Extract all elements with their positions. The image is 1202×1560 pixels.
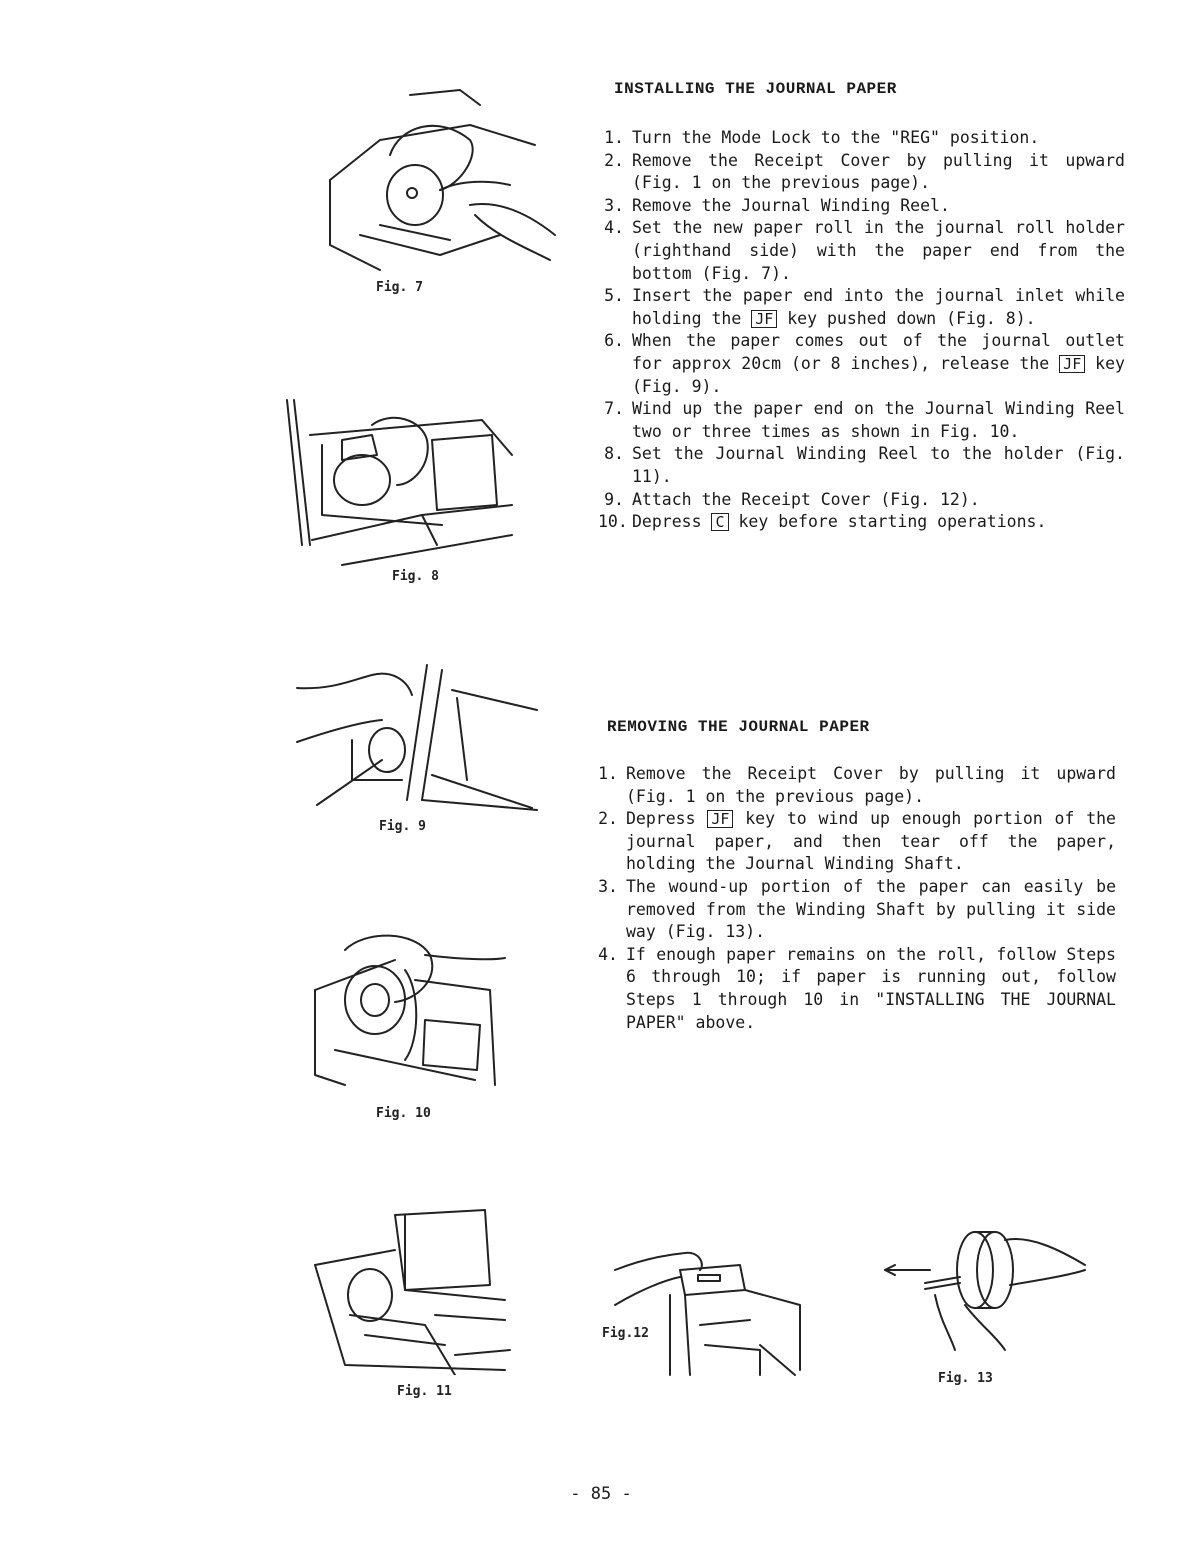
- fig11-caption: Fig. 11: [397, 1384, 452, 1399]
- install-step-10: 10. Depress C key before starting operations.: [598, 512, 1047, 532]
- removing-steps: [592, 763, 1116, 1034]
- removing-heading: REMOVING THE JOURNAL PAPER: [607, 718, 870, 736]
- fig9-illustration: [292, 660, 542, 820]
- remove-step-4: 4. If enough paper remains on the roll, follow Steps 6 through 10; if paper is running out, follow Steps 1 through 10 in "INSTALLING THE JOURNAL PAPER" above.: [598, 944, 1116, 1032]
- fig7-caption: Fig. 7: [376, 280, 423, 295]
- remove-step-2: 2. Depress JF key to wind up enough portion of the journal paper, and then tear off the paper, holding the Journal Winding Shaft.: [598, 809, 1116, 874]
- install-step-6: 6. When the paper comes out of the journal outlet for approx 20cm (or 8 inches), release the JF key (Fig. 9).: [604, 331, 1125, 396]
- install-step-1: 1. Turn the Mode Lock to the "REG" position.: [604, 128, 1040, 147]
- fig7-illustration: [320, 85, 560, 275]
- install-step-2: 2. Remove the Receipt Cover by pulling it upward (Fig. 1 on the previous page).: [604, 150, 1125, 193]
- fig13-illustration: [880, 1225, 1090, 1355]
- jf-key-icon: JF: [1059, 355, 1085, 373]
- jf-key-icon: JF: [707, 810, 733, 828]
- fig13-caption: Fig. 13: [938, 1371, 993, 1386]
- install-step-4: 4. Set the new paper roll in the journal roll holder (righthand side) with the paper end from the bottom (Fig. 7).: [604, 218, 1125, 283]
- fig11-illustration: [305, 1205, 515, 1375]
- install-step-5: 5. Insert the paper end into the journal inlet while holding the JF key pushed down (Fig. 8).: [604, 286, 1125, 328]
- installing-steps: [598, 127, 1125, 534]
- fig10-illustration: [305, 930, 515, 1090]
- fig8-illustration: [282, 395, 522, 575]
- c-key-icon: C: [711, 513, 728, 531]
- fig12-caption: Fig.12: [602, 1326, 649, 1341]
- install-step-3: 3. Remove the Journal Winding Reel.: [604, 195, 950, 215]
- installing-heading: INSTALLING THE JOURNAL PAPER: [614, 80, 897, 98]
- jf-key-icon: JF: [751, 310, 777, 328]
- fig8-caption: Fig. 8: [392, 569, 439, 584]
- remove-step-1: 1. Remove the Receipt Cover by pulling it upward (Fig. 1 on the previous page).: [598, 764, 1116, 806]
- fig12-illustration: [610, 1245, 810, 1385]
- install-step-9: 9. Attach the Receipt Cover (Fig. 12).: [604, 489, 980, 509]
- install-step-8: 8. Set the Journal Winding Reel to the holder (Fig. 11).: [604, 444, 1125, 486]
- remove-step-3: 3. The wound-up portion of the paper can easily be removed from the Winding Shaft by pulling it side way (Fig. 13).: [598, 876, 1116, 942]
- install-step-7: 7. Wind up the paper end on the Journal Winding Reel two or three times as shown in Fig. 10.: [604, 399, 1125, 441]
- fig10-caption: Fig. 10: [376, 1106, 431, 1121]
- fig9-caption: Fig. 9: [379, 819, 426, 834]
- page-number: - 85 -: [570, 1484, 632, 1504]
